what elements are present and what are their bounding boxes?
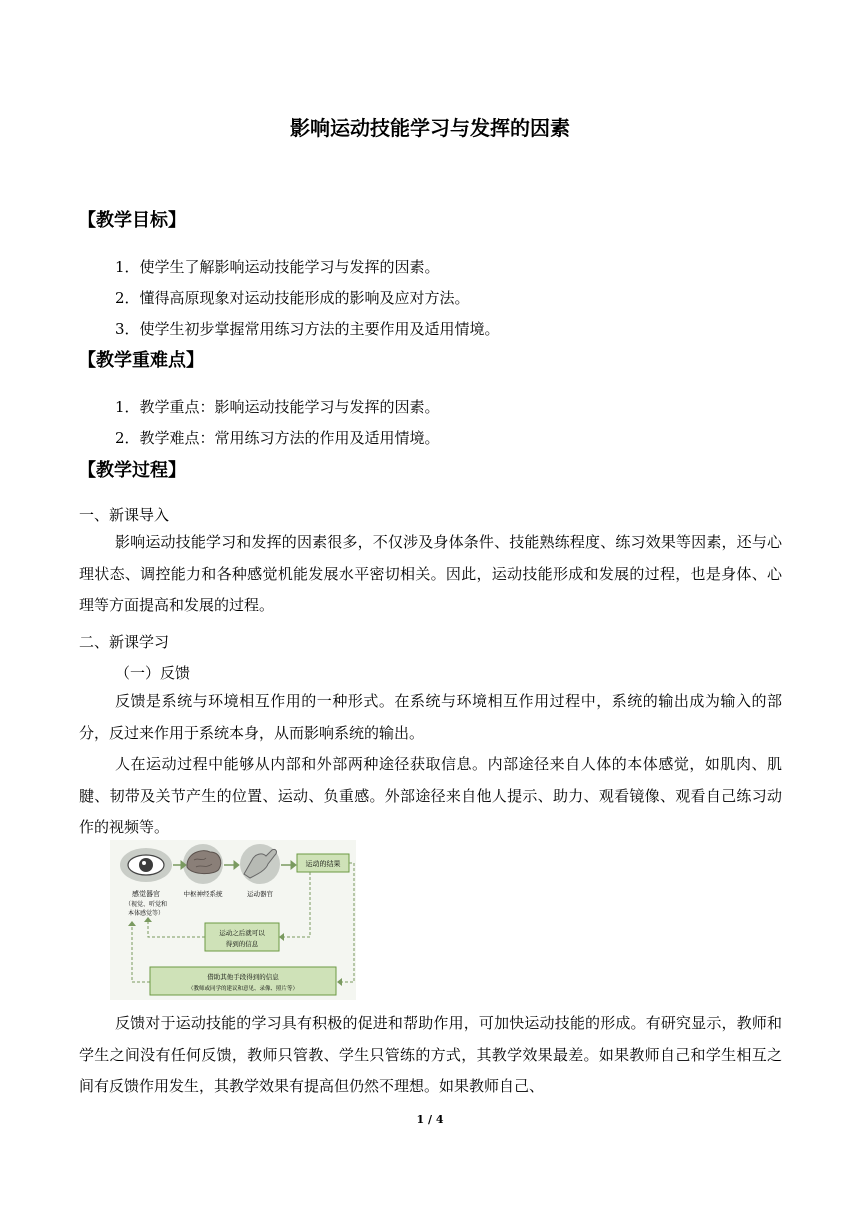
other-info-detail: （教师或同学的建议和意见、录像、照片等） (187, 986, 299, 992)
after-info-label: 得到的信息 (225, 940, 259, 948)
objective-item: 2．懂得高原现象对运动技能形成的影响及应对方法。 (115, 289, 470, 307)
arm-muscle-icon (240, 844, 280, 884)
subsection-feedback-title: （一）反馈 (115, 664, 191, 682)
after-info-label: 运动之后就可以 (219, 929, 265, 937)
feedback-definition-paragraph: 反馈是系统与环境相互作用的一种形式。在系统与环境相互作用过程中，系统的输出成为输入的部分，反过来作用于系统本身，从而影响系统的输出。 (79, 692, 782, 742)
sense-organ-detail: 本体感觉等） (127, 910, 165, 917)
cns-label: 中枢神经系统 (183, 890, 223, 898)
objective-item: 3．使学生初步掌握常用练习方法的主要作用及适用情境。 (115, 320, 500, 338)
part2-title: 二、新课学习 (79, 633, 170, 651)
heading-objectives: 【教学目标】 (78, 210, 186, 231)
feedback-diagram (110, 840, 356, 1000)
page-title: 影响运动技能学习与发挥的因素 (290, 116, 570, 140)
other-info-label: 借助其他手段得到的信息 (207, 973, 279, 981)
key-point-item: 1．教学重点：影响运动技能学习与发挥的因素。 (115, 398, 440, 416)
heading-process: 【教学过程】 (78, 460, 186, 481)
sense-organ-label: 感觉器官 (132, 890, 160, 898)
intro-paragraph: 影响运动技能学习和发挥的因素很多，不仅涉及身体条件、技能熟练程度、练习效果等因素，还与心理状态、调控能力和各种感觉机能发展水平密切相关。因此，运动技能形成和发展的过程，也是身体、心理等方面提高和发展的过程。 (79, 533, 782, 614)
heading-key-points: 【教学重难点】 (78, 350, 204, 371)
info-paths-paragraph: 人在运动过程中能够从内部和外部两种途径获取信息。内部途径来自人体的本体感觉，如肌肉、肌腱、韧带及关节产生的位置、运动、负重感。外部途径来自他人提示、助力、观看镜像、观看自己练习动作的视频等。 (79, 755, 782, 836)
key-point-item: 2．教学难点：常用练习方法的作用及适用情境。 (115, 429, 440, 447)
part1-title: 一、新课导入 (79, 506, 170, 524)
brain-icon (183, 844, 223, 884)
eye-icon (120, 848, 172, 882)
objective-item: 1．使学生了解影响运动技能学习与发挥的因素。 (115, 258, 440, 276)
sense-organ-detail: （视觉、听觉和 (124, 901, 168, 908)
motor-organ-label: 运动器官 (247, 890, 273, 898)
feedback-effect-paragraph: 反馈对于运动技能的学习具有积极的促进和帮助作用，可加快运动技能的形成。有研究显示，教师和学生之间没有任何反馈，教师只管教、学生只管练的方式，其教学效果最差。如果教师自己和学生相互之间有反馈作用发生，其教学效果有提高但仍然不理想。如果教师自己、 (79, 1014, 782, 1095)
result-label: 运动的结果 (305, 860, 341, 868)
page-number: 1 / 4 (416, 1113, 444, 1126)
